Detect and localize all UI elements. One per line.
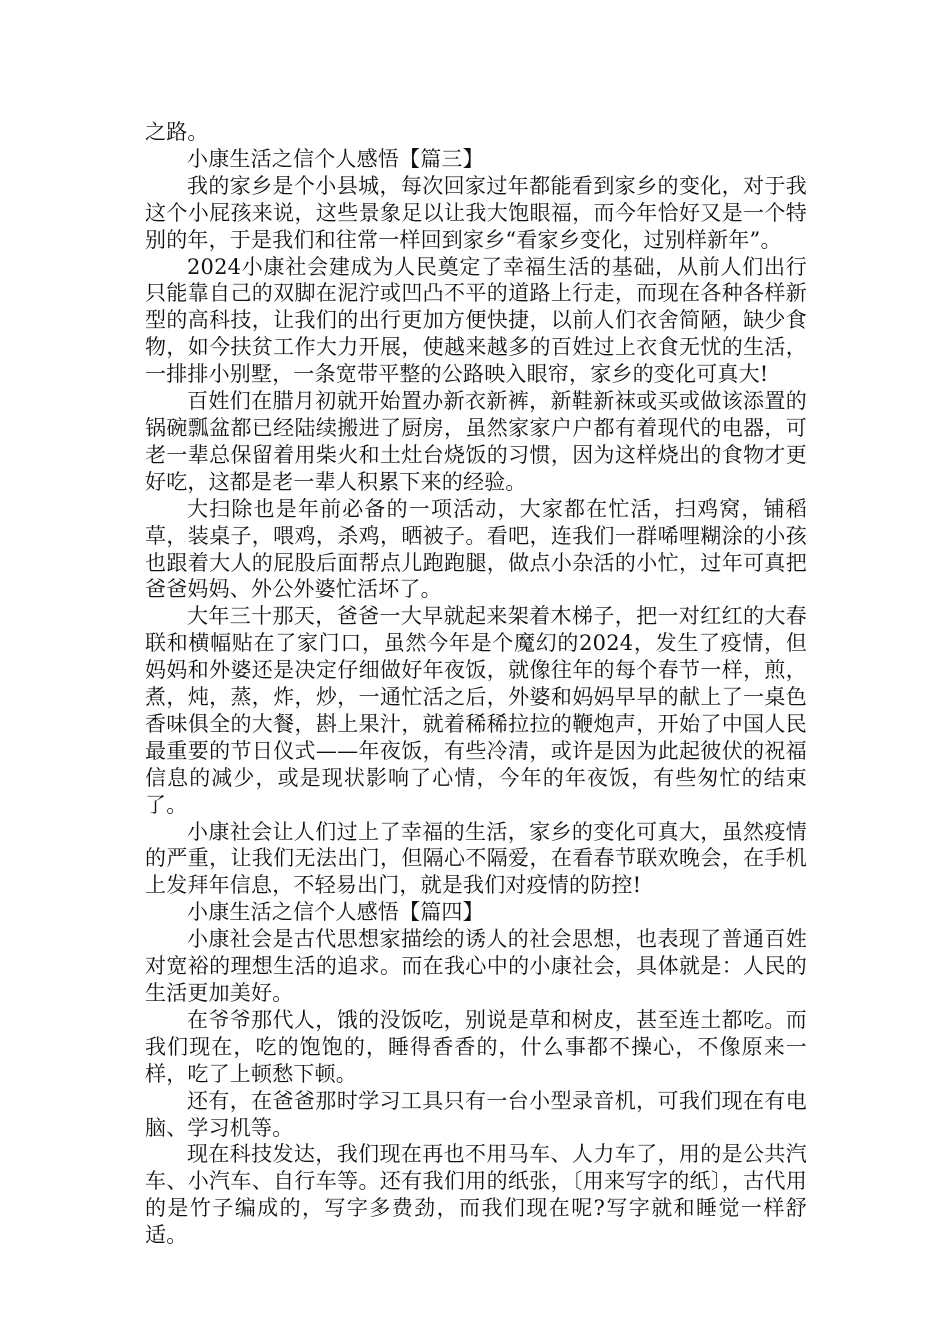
paragraph: 大扫除也是年前必备的一项活动，大家都在忙活，扫鸡窝，铺稻草，装桌子，喂鸡，杀鸡，晒被子。看吧，连我们一群唏哩糊涂的小孩也跟着大人的屁股后面帮点儿跑跑腿，做点小杂活的小忙，过年可真把爸爸妈妈、外公外婆忙活坏了。 xyxy=(145,496,807,602)
paragraph: 在爷爷那代人，饿的没饭吃，别说是草和树皮，甚至连土都吃。而我们现在，吃的饱饱的，睡得香香的，什么事都不操心，不像原来一样，吃了上顿愁下顿。 xyxy=(145,1007,807,1086)
paragraph: 还有，在爸爸那时学习工具只有一台小型录音机，可我们现在有电脑、学习机等。 xyxy=(145,1088,807,1140)
paragraph: 百姓们在腊月初就开始置办新衣新裤，新鞋新袜或买或做该添置的锅碗瓢盆都已经陆续搬进了厨房，虽然家家户户都有着现代的电器，可老一辈总保留着用柴火和土灶台烧饭的习惯，因为这样烧出的食物才更好吃，这都是老一辈人积累下来的经验。 xyxy=(145,389,807,494)
paragraph: 2024小康社会建成为人民奠定了幸福生活的基础，从前人们出行只能靠自己的双脚在泥泞或凹凸不平的道路上行走，而现在各种各样新型的高科技，让我们的出行更加方便快捷，以前人们衣舍简陋，缺少食物，如今扶贫工作大力开展，使越来越多的百姓过上衣食无忧的生活，一排排小别墅，一条宽带平整的公路映入眼帘，家乡的变化可真大! xyxy=(145,254,807,387)
section-heading-part-four: 小康生活之信个人感悟【篇四】 xyxy=(187,900,484,925)
document-page xyxy=(145,119,807,1249)
paragraph-continuation: 之路。 xyxy=(145,120,209,144)
paragraph: 我的家乡是个小县城，每次回家过年都能看到家乡的变化，对于我这个小屁孩来说，这些景象足以让我大饱眼福，而今年恰好又是一个特别的年，于是我们和往常一样回到家乡“看家乡变化，过别样新年”。 xyxy=(145,173,807,252)
paragraph: 现在科技发达，我们现在再也不用马车、人力车了，用的是公共汽车、小汽车、自行车等。还有我们用的纸张，〔用来写字的纸〕，古代用的是竹子编成的，写字多费劲，而我们现在呢?写字就和睡觉一样舒适。 xyxy=(145,1142,807,1248)
paragraph: 小康社会是古代思想家描绘的诱人的社会思想，也表现了普通百姓对宽裕的理想生活的追求。而在我心中的小康社会，具体就是：人民的生活更加美好。 xyxy=(145,927,807,1005)
paragraph: 大年三十那天，爸爸一大早就起来架着木梯子，把一对红红的大春联和横幅贴在了家门口，虽然今年是个魔幻的2024，发生了疫情，但妈妈和外婆还是决定仔细做好年夜饭，就像往年的每个春节一样，煎，煮，炖，蒸，炸，炒，一通忙活之后，外婆和妈妈早早的献上了一桌色香味俱全的大餐，斟上果汁，就着稀稀拉拉的鞭炮声，开始了中国人民最重要的节日仪式——年夜饭，有些冷清，或许是因为此起彼伏的祝福信息的减少，或是现状影响了心情，今年的年夜饭，有些匆忙的结束了。 xyxy=(145,604,807,817)
section-heading-part-three: 小康生活之信个人感悟【篇三】 xyxy=(187,146,484,171)
paragraph: 小康社会让人们过上了幸福的生活，家乡的变化可真大，虽然疫情的严重，让我们无法出门，但隔心不隔爱，在看春节联欢晚会，在手机上发拜年信息，不轻易出门，就是我们对疫情的防控! xyxy=(145,819,807,898)
